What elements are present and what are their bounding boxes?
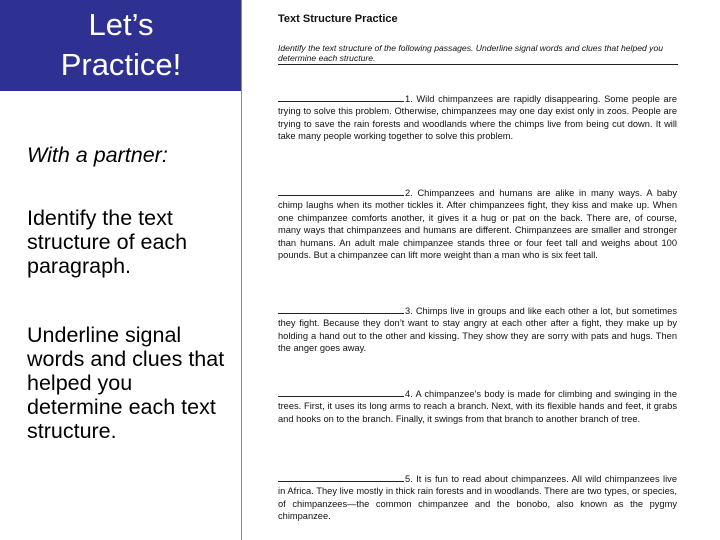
answer-blank-1[interactable] xyxy=(278,93,404,102)
passage-1-text: 1. Wild chimpanzees are rapidly disappearing. Some people are trying to solve this problem. Otherwise, chimpanzees may one day exist only in zoos. People are trying to save the rain forests and woodlands where the chimps live from being cut down. It will take many people working together to solve this problem. xyxy=(278,94,677,142)
worksheet-title: Text Structure Practice xyxy=(278,13,398,25)
passage-1 xyxy=(278,93,677,143)
slide-title xyxy=(0,0,242,91)
passage-5-text: 5. It is fun to read about chimpanzees. All wild chimpanzees live in Africa. They live mostly in thick rain forests and in woodlands. There are two types, or species, of chimpanzees—the common chimpanzee and the bonobo, also known as the pygmy chimpanzee. xyxy=(278,474,677,522)
passage-3 xyxy=(278,305,677,355)
instruction-underline: Underline signal words and clues that helped you determine each text structure. xyxy=(27,323,225,443)
passage-2 xyxy=(278,187,677,261)
instruction-identify: Identify the text structure of each paragraph. xyxy=(27,206,188,278)
passage-5 xyxy=(278,473,677,523)
slide-title-line-1: Let’s xyxy=(88,7,154,42)
worksheet xyxy=(278,13,678,522)
worksheet-instructions: Identify the text structure of the following passages. Underline signal words and clues that helped you determine each structure. xyxy=(278,43,678,65)
answer-blank-3[interactable] xyxy=(278,305,404,314)
answer-blank-5[interactable] xyxy=(278,473,404,482)
passage-4-text: 4. A chimpanzee’s body is made for climbing and swinging in the trees. First, it uses its long arms to reach a branch. Next, with its flexible hands and feet, it grabs and hooks on to the branch. Finally, it swings from that branch to another branch of tree. xyxy=(278,389,677,424)
slide-title-line-2: Practice! xyxy=(60,47,182,82)
answer-blank-2[interactable] xyxy=(278,187,404,196)
passage-3-text: 3. Chimps live in groups and like each other a lot, but sometimes they fight. Because they don’t want to stay angry at each other after a fight, they make up by holding a hand out to the other and kissing. They show they are sorry with pats and hugs. Then the anger goes away. xyxy=(278,306,677,354)
passage-4 xyxy=(278,388,677,425)
partner-prompt: With a partner: xyxy=(27,143,168,167)
answer-blank-4[interactable] xyxy=(278,388,404,397)
passage-2-text: 2. Chimpanzees and humans are alike in many ways. A baby chimp laughs when its mother tickles it. After chimpanzees fight, they kiss and make up. When one chimpanzee comforts another, it gives it a hug or pat on the back. There are, of course, many ways that chimpanzees and humans are different. Chimpanzees are smaller and stronger than humans. An adult male chimpanzee stands three or four feet tall and weighs about 100 pounds. But a chimpanzee can lift more weight than a man who is six feet tall. xyxy=(278,188,677,261)
slide-divider xyxy=(241,0,242,540)
